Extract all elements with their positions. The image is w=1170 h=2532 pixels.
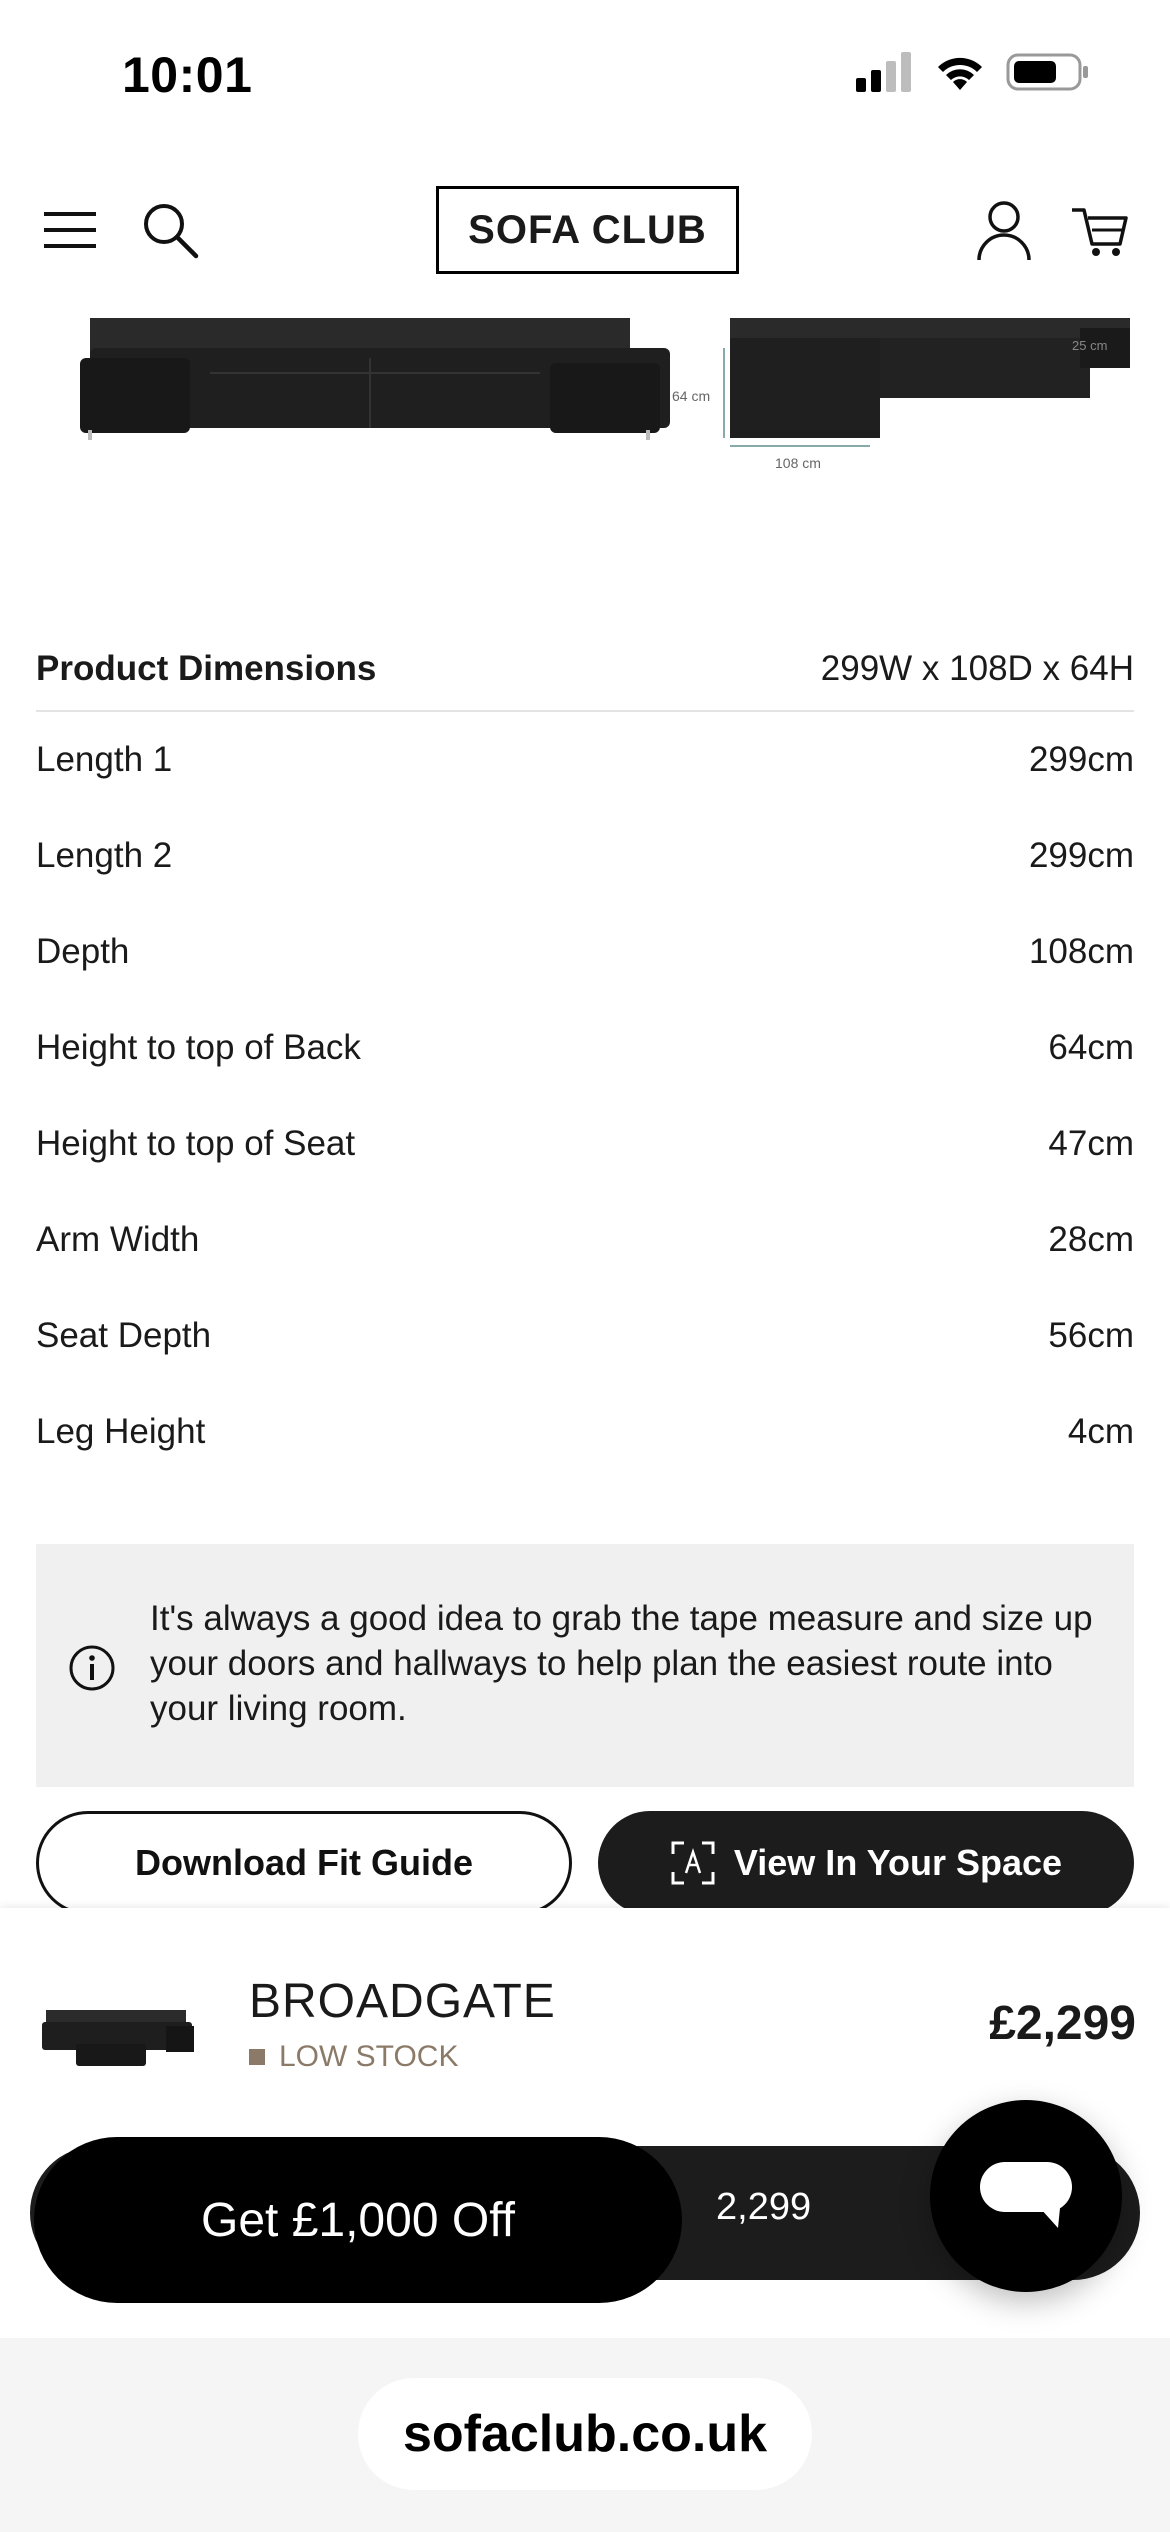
get-offer-button[interactable]: Get £1,000 Off [34,2137,682,2303]
stock-status [249,2040,458,2074]
dimension-value: 4cm [1067,1412,1134,1451]
site-header [0,170,1170,290]
dimension-label: Seat Depth [36,1316,212,1355]
chat-button[interactable] [930,2100,1122,2292]
product-name: BROADGATE [249,1975,556,2028]
dimensions-title: Product Dimensions [36,649,377,688]
measure-tip-box [36,1544,1134,1787]
dimension-label: Leg Height [36,1412,206,1451]
site-logo[interactable]: SOFA CLUB [436,186,739,274]
dimension-row [36,808,1134,904]
dimension-row [36,1192,1134,1288]
depth-label: 108 cm [775,455,821,471]
battery-icon [1006,52,1090,92]
status-icons [856,52,1090,92]
chat-bubble-icon [978,2160,1074,2232]
dimension-value: 108cm [1028,932,1134,971]
product-thumbnail [36,1988,202,2078]
height-label: 64 cm [672,388,711,404]
wifi-icon [934,52,986,92]
dimension-value: 56cm [1048,1316,1134,1355]
dimensions-summary: 299W x 108D x 64H [820,649,1134,688]
dimension-row [36,1096,1134,1192]
dimension-label: Length 1 [36,740,173,779]
status-time: 10:01 [122,47,253,103]
dimension-value: 47cm [1048,1124,1134,1163]
dimensions-header [36,628,1134,712]
dimension-value: 28cm [1048,1220,1134,1259]
dimension-row [36,1288,1134,1384]
hamburger-menu-icon[interactable] [44,210,96,250]
dimension-label: Length 2 [36,836,173,875]
dimension-label: Depth [36,932,130,971]
browser-url-bar [0,2338,1170,2532]
sofa-front-image [80,318,750,458]
dimension-label: Height to top of Back [36,1028,361,1067]
dimension-row [36,1384,1134,1480]
dimension-row [36,712,1134,808]
download-fit-guide-button[interactable]: Download Fit Guide [36,1811,572,1915]
cart-icon[interactable] [1070,200,1130,260]
dimension-row [36,1000,1134,1096]
dimension-value: 64cm [1048,1028,1134,1067]
arm-label: 25 cm [1072,338,1108,353]
add-to-basket-price: 2,299 [716,2186,812,2228]
account-icon[interactable] [976,200,1032,262]
info-icon [68,1644,116,1692]
dimension-label: Arm Width [36,1220,200,1259]
measure-tip-text: It's always a good idea to grab the tape measure and size up your doors and hallways to help plan the easiest route into your living room. [150,1599,1093,1728]
product-dimension-images [0,318,1170,478]
dimension-value: 299cm [1028,740,1134,779]
stock-indicator [249,2049,265,2065]
product-dimensions-table [36,628,1134,1480]
ar-scan-icon [670,1840,716,1886]
search-icon[interactable] [140,200,200,260]
dimension-row [36,904,1134,1000]
url-field[interactable]: sofaclub.co.uk [358,2378,812,2490]
dimension-label: Height to top of Seat [36,1124,356,1163]
view-in-your-space-label: View In Your Space [733,1842,1063,1883]
view-in-your-space-button[interactable] [598,1811,1134,1915]
dimension-value: 299cm [1028,836,1134,875]
stock-label: LOW STOCK [279,2040,459,2073]
product-price: £2,299 [989,1997,1136,2050]
signal-icon [856,52,914,92]
status-bar [0,0,1170,150]
